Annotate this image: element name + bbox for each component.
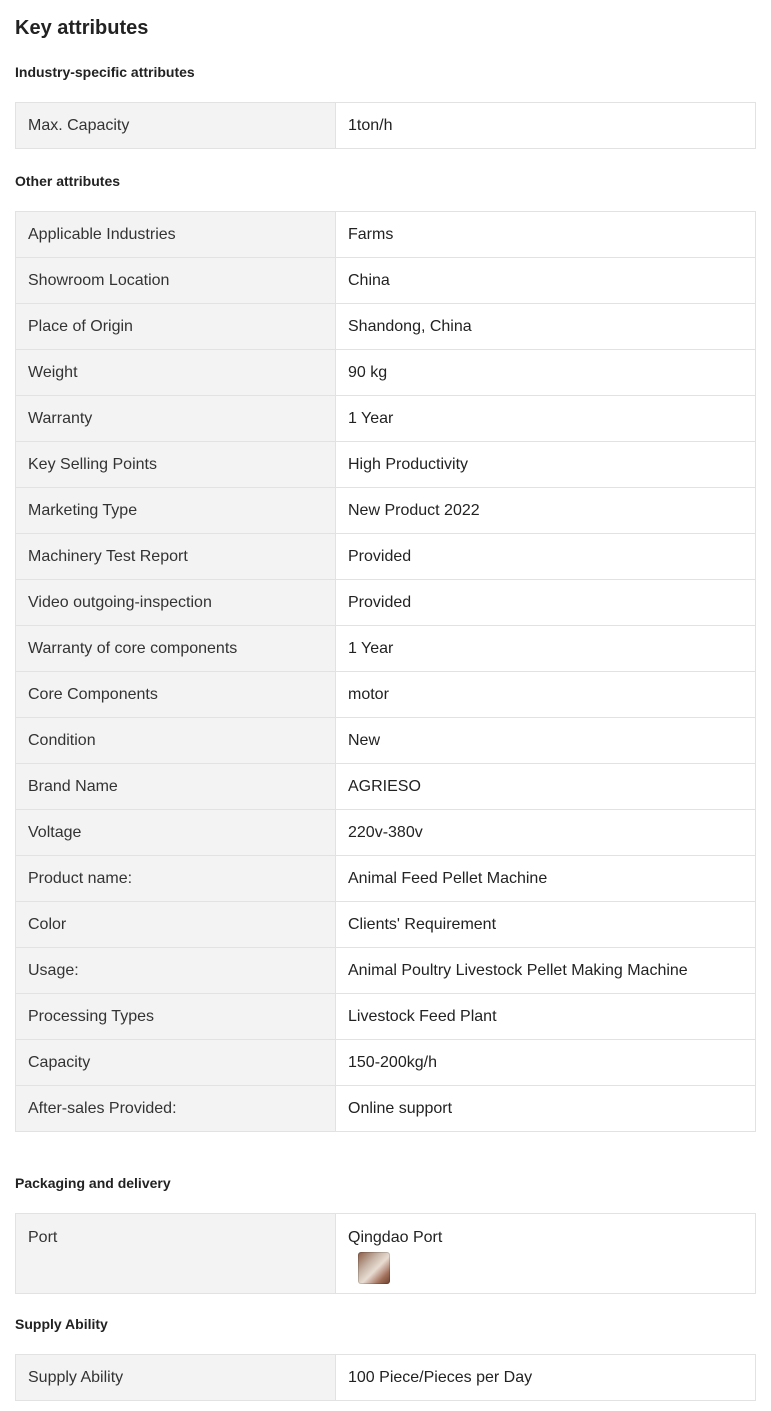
attribute-key: Condition: [16, 718, 336, 764]
attribute-value: 1ton/h: [336, 103, 756, 149]
table-row: [16, 1214, 756, 1294]
attribute-key: Key Selling Points: [16, 442, 336, 488]
table-row: [16, 672, 756, 718]
attribute-key: Showroom Location: [16, 258, 336, 304]
attribute-key: Marketing Type: [16, 488, 336, 534]
supply-table: [15, 1354, 756, 1401]
table-row: [16, 948, 756, 994]
attribute-value: 1 Year: [336, 396, 756, 442]
attribute-key: Supply Ability: [16, 1355, 336, 1401]
attribute-value: Livestock Feed Plant: [336, 994, 756, 1040]
table-row: [16, 304, 756, 350]
attribute-value: Animal Poultry Livestock Pellet Making Machine: [336, 948, 756, 994]
table-row: [16, 994, 756, 1040]
table-row: [16, 718, 756, 764]
attribute-key: After-sales Provided:: [16, 1086, 336, 1132]
attribute-value: High Productivity: [336, 442, 756, 488]
table-row: [16, 902, 756, 948]
table-row: [16, 764, 756, 810]
attribute-value: 100 Piece/Pieces per Day: [336, 1355, 756, 1401]
attribute-key: Place of Origin: [16, 304, 336, 350]
attribute-key: Machinery Test Report: [16, 534, 336, 580]
industry-attributes-table: [15, 102, 756, 149]
section-heading-industry: Industry-specific attributes: [15, 64, 195, 80]
attribute-key: Port: [16, 1214, 336, 1294]
attribute-value: Clients' Requirement: [336, 902, 756, 948]
attribute-value: Qingdao Port: [348, 1229, 443, 1246]
table-row: [16, 103, 756, 149]
table-row: [16, 534, 756, 580]
attribute-key: Applicable Industries: [16, 212, 336, 258]
other-attributes-table: [15, 211, 756, 1132]
section-heading-packaging: Packaging and delivery: [15, 1175, 171, 1191]
table-row: [16, 1040, 756, 1086]
table-row: [16, 856, 756, 902]
table-row: [16, 626, 756, 672]
table-row: [16, 1086, 756, 1132]
table-row: [16, 580, 756, 626]
attribute-value: New: [336, 718, 756, 764]
attribute-key: Capacity: [16, 1040, 336, 1086]
attribute-key: Warranty of core components: [16, 626, 336, 672]
attribute-value: Provided: [336, 534, 756, 580]
table-row: [16, 810, 756, 856]
section-heading-supply: Supply Ability: [15, 1316, 108, 1332]
attribute-value: motor: [336, 672, 756, 718]
attribute-value: 90 kg: [336, 350, 756, 396]
attribute-value: 150-200kg/h: [336, 1040, 756, 1086]
packaging-table: [15, 1213, 756, 1294]
attribute-key: Voltage: [16, 810, 336, 856]
attribute-value: 220v-380v: [336, 810, 756, 856]
attribute-key: Color: [16, 902, 336, 948]
attribute-value: New Product 2022: [336, 488, 756, 534]
attribute-value: Animal Feed Pellet Machine: [336, 856, 756, 902]
attribute-value: Online support: [336, 1086, 756, 1132]
attribute-value-cell: [336, 1214, 756, 1294]
table-row: [16, 396, 756, 442]
table-row: [16, 212, 756, 258]
attribute-value: AGRIESO: [336, 764, 756, 810]
attribute-key: Video outgoing-inspection: [16, 580, 336, 626]
attribute-key: Core Components: [16, 672, 336, 718]
attribute-key: Weight: [16, 350, 336, 396]
attribute-key: Warranty: [16, 396, 336, 442]
attribute-key: Usage:: [16, 948, 336, 994]
table-row: [16, 1355, 756, 1401]
attribute-value: Farms: [336, 212, 756, 258]
section-heading-other: Other attributes: [15, 173, 121, 189]
table-row: [16, 442, 756, 488]
page-title: Key attributes: [15, 17, 149, 39]
attribute-key: Product name:: [16, 856, 336, 902]
table-row: [16, 258, 756, 304]
attribute-key: Brand Name: [16, 764, 336, 810]
attribute-value: Shandong, China: [336, 304, 756, 350]
attribute-value: China: [336, 258, 756, 304]
attribute-value: Provided: [336, 580, 756, 626]
attribute-key: Processing Types: [16, 994, 336, 1040]
table-row: [16, 488, 756, 534]
attribute-value: 1 Year: [336, 626, 756, 672]
port-photo-thumbnail[interactable]: [358, 1252, 390, 1284]
table-row: [16, 350, 756, 396]
attribute-key: Max. Capacity: [16, 103, 336, 149]
